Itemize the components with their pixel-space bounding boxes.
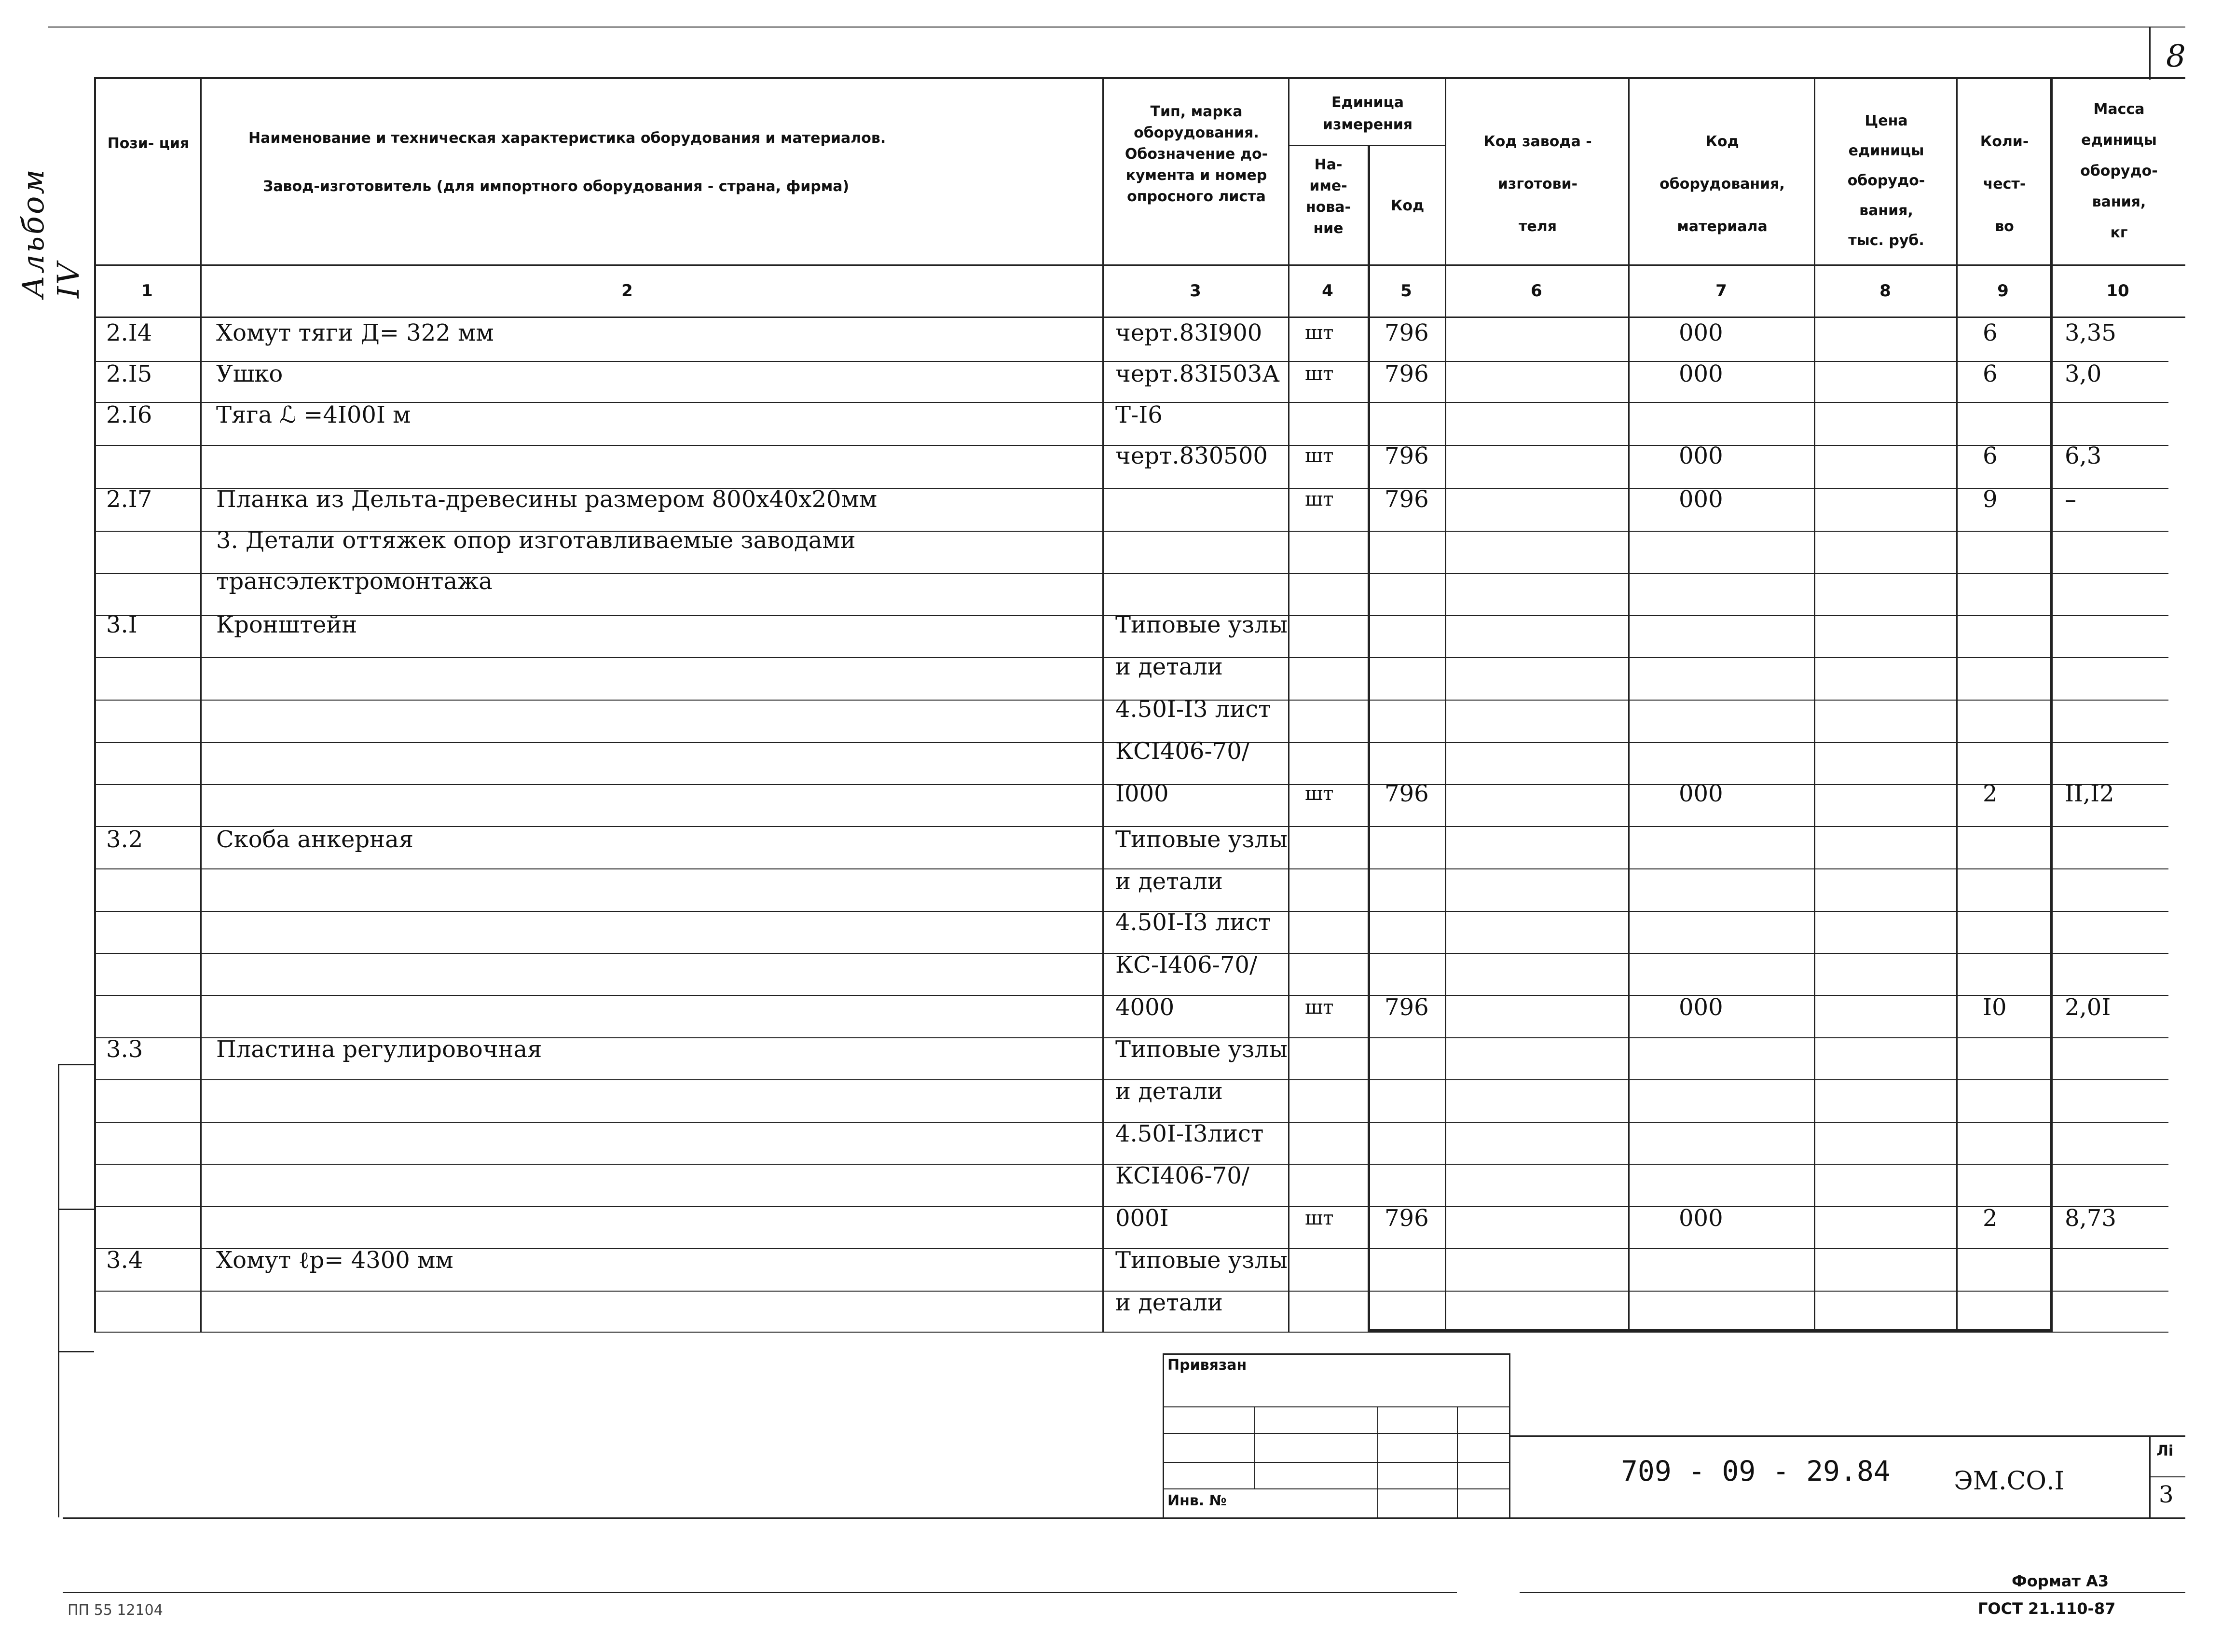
colnum-7: 7 — [1715, 281, 1727, 301]
stamp-sheet-number: 3 — [2159, 1481, 2174, 1508]
header-position: Пози- ция — [107, 135, 190, 152]
colnum-1: 1 — [141, 281, 153, 301]
row-unit: шт — [1305, 445, 1334, 467]
colnum-3: 3 — [1190, 281, 1201, 301]
row-unit-code: 796 — [1385, 319, 1429, 346]
row-doc: и детали — [1115, 1289, 1223, 1316]
row-mass: 6,3 — [2065, 442, 2102, 469]
row-doc: I000 — [1115, 780, 1169, 807]
row-mass: 8,73 — [2065, 1205, 2116, 1232]
header-name-line2: Завод-изготовитель (для импортного оборудования - страна, фирма) — [263, 178, 850, 195]
row-unit-code: 796 — [1385, 780, 1429, 807]
row-qty: 9 — [1983, 486, 1998, 513]
row-doc: и детали — [1115, 868, 1223, 895]
row-name: Ушко — [216, 360, 283, 387]
row-mass: II,I2 — [2065, 780, 2114, 807]
row-name: 3. Детали оттяжек опор изготавливаемые заводами — [216, 527, 856, 554]
corner-mark: 8 — [2166, 39, 2186, 74]
footer-format: Формат А3 — [2012, 1572, 2109, 1590]
row-name: Скоба анкерная — [216, 826, 414, 853]
header-unit-name: На- име- нова- ние — [1305, 156, 1351, 237]
row-unit-code: 796 — [1385, 360, 1429, 387]
row-doc: КСI406-70/ — [1115, 738, 1249, 765]
header-price: Цена единицы оборудо- вания, тыс. руб. — [1847, 112, 1925, 249]
colnum-8: 8 — [1879, 281, 1891, 301]
row-position: 3.3 — [106, 1036, 143, 1063]
header-unit-code: Код — [1390, 197, 1425, 214]
row-unit: шт — [1305, 322, 1334, 344]
header-equip-code: Код оборудования, материала — [1660, 133, 1785, 235]
row-position: 3.2 — [106, 826, 143, 853]
row-unit: шт — [1305, 1207, 1334, 1229]
stamp-doc-code: 709 - 09 - 29.84 — [1621, 1455, 1891, 1487]
header-type: Тип, марка оборудования. Обозначение до- кумента и номер опросного листа — [1125, 103, 1268, 205]
row-qty: 6 — [1983, 319, 1998, 346]
row-name: Кронштейн — [216, 611, 357, 638]
row-qty: 6 — [1983, 360, 1998, 387]
row-doc: черт.83I900 — [1115, 319, 1262, 346]
header-mass: Масса единицы оборудо- вания, кг — [2080, 101, 2158, 241]
row-name: Планка из Дельта-древесины размером 800х40х20мм — [216, 486, 878, 513]
row-position: 2.I6 — [106, 401, 152, 428]
row-doc: черт.83I503А — [1115, 360, 1280, 387]
row-unit-code: 796 — [1385, 486, 1429, 513]
row-position: 2.I5 — [106, 360, 152, 387]
row-doc: 4000 — [1115, 994, 1175, 1021]
header-unit: Единица измерения — [1322, 94, 1413, 133]
colnum-9: 9 — [1997, 281, 2009, 301]
row-equip-code: 000 — [1679, 319, 1723, 346]
row-doc: 000I — [1115, 1205, 1169, 1232]
row-unit: шт — [1305, 363, 1334, 385]
row-doc: 4.50I-I3 лист — [1115, 696, 1271, 723]
row-unit-code: 796 — [1385, 442, 1429, 469]
row-qty: 2 — [1983, 1205, 1998, 1232]
row-doc: Типовые узлы — [1115, 1036, 1288, 1063]
row-equip-code: 000 — [1679, 442, 1723, 469]
row-name: Пластина регулировочная — [216, 1036, 542, 1063]
row-unit: шт — [1305, 996, 1334, 1019]
row-name: Хомут тяги Д= 322 мм — [216, 319, 494, 346]
row-qty: 2 — [1983, 780, 1998, 807]
row-mass: – — [2065, 486, 2076, 513]
row-mass: 3,0 — [2065, 360, 2102, 387]
album-label: Альбом IV — [15, 167, 86, 298]
header-qty: Коли- чест- во — [1980, 133, 2029, 235]
row-doc: 4.50I-I3лист — [1115, 1120, 1264, 1147]
row-unit: шт — [1305, 488, 1334, 510]
row-doc: КС-I406-70/ — [1115, 951, 1258, 978]
row-mass: 2,0I — [2065, 994, 2111, 1021]
row-position: 3.4 — [106, 1247, 143, 1274]
row-qty: 6 — [1983, 442, 1998, 469]
row-qty: I0 — [1983, 994, 2007, 1021]
row-equip-code: 000 — [1679, 1205, 1723, 1232]
row-position: 2.I7 — [106, 486, 152, 513]
row-name: Тяга ℒ =4I00I м — [216, 401, 411, 428]
row-doc: КСI406-70/ — [1115, 1162, 1249, 1189]
row-equip-code: 000 — [1679, 780, 1723, 807]
row-doc: Т-I6 — [1115, 401, 1163, 428]
row-equip-code: 000 — [1679, 360, 1723, 387]
footer-left: ПП 55 12104 — [68, 1602, 163, 1619]
colnum-6: 6 — [1531, 281, 1542, 301]
stamp-sheet-label: Лі — [2156, 1443, 2174, 1459]
row-doc: и детали — [1115, 653, 1223, 680]
row-doc: и детали — [1115, 1078, 1223, 1105]
stamp-sheet-code: ЭМ.СО.I — [1954, 1467, 2065, 1496]
row-name: трансэлектромонтажа — [216, 568, 493, 595]
stamp-privyazan: Привязан — [1167, 1357, 1247, 1374]
colnum-5: 5 — [1400, 281, 1412, 301]
colnum-4: 4 — [1322, 281, 1333, 301]
row-equip-code: 000 — [1679, 994, 1723, 1021]
row-doc: Типовые узлы — [1115, 826, 1288, 853]
colnum-2: 2 — [621, 281, 633, 301]
row-unit: шт — [1305, 783, 1334, 805]
row-doc: Типовые узлы — [1115, 1247, 1288, 1274]
row-equip-code: 000 — [1679, 486, 1723, 513]
row-position: 2.I4 — [106, 319, 152, 346]
stamp-inv-no: Инв. № — [1167, 1492, 1227, 1509]
row-name: Хомут ℓр= 4300 мм — [216, 1247, 453, 1274]
colnum-10: 10 — [2106, 281, 2129, 301]
footer-gost: ГОСТ 21.110-87 — [1978, 1599, 2116, 1618]
row-doc: черт.830500 — [1115, 442, 1268, 469]
row-doc: Типовые узлы — [1115, 611, 1288, 638]
row-mass: 3,35 — [2065, 319, 2116, 346]
row-doc: 4.50I-I3 лист — [1115, 909, 1271, 936]
row-unit-code: 796 — [1385, 1205, 1429, 1232]
header-factory-code: Код завода - изготови- теля — [1483, 133, 1592, 235]
row-position: 3.I — [106, 611, 137, 638]
row-unit-code: 796 — [1385, 994, 1429, 1021]
header-name-line1: Наименование и техническая характеристика оборудования и материалов. — [248, 130, 886, 147]
